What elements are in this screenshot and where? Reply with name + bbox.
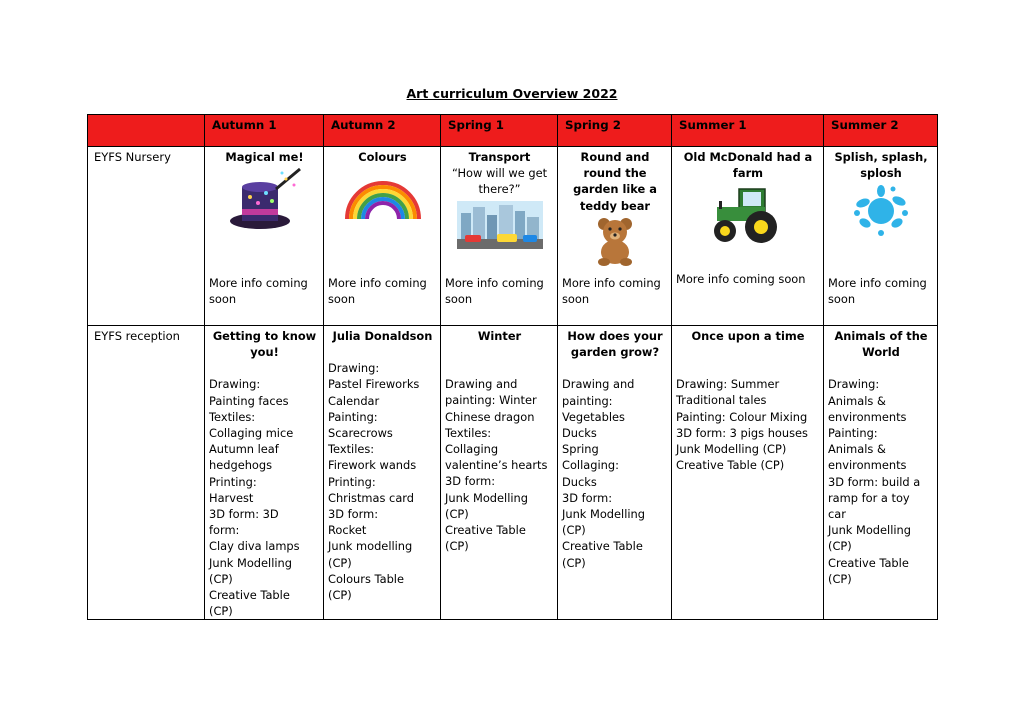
activity-line: Collaging: [562, 458, 619, 473]
activity-line: hedgehogs [209, 458, 273, 473]
activity-line: Junk modelling [328, 539, 413, 554]
topic-title: Splish, splash, splosh [834, 150, 928, 181]
more-info-text: More info coming soon [828, 276, 927, 307]
more-info-text: More info coming soon [445, 276, 544, 307]
header-row [88, 115, 938, 147]
activity-line: Drawing: [828, 377, 880, 392]
activity-line: Junk Modelling [209, 555, 292, 570]
activity-line: Calendar [328, 393, 380, 408]
activity-line: Creative Table [828, 555, 909, 570]
header-term-spring-2: Spring 2 [558, 115, 672, 147]
header-term-summer-2: Summer 2 [824, 115, 938, 147]
topic-title: Round and round the garden like a teddy bear [573, 150, 657, 213]
activity-line: Painting: Colour Mixing [676, 409, 808, 424]
activity-list [676, 376, 820, 473]
activity-line: Firework wands [328, 458, 417, 473]
activity-line: painting: [562, 393, 613, 408]
reception-cell-spring-1 [441, 326, 558, 620]
activity-line: 3D form: [445, 474, 496, 489]
header-blank-cell [88, 115, 205, 147]
activity-line: Vegetables [562, 409, 625, 424]
header-term-summer-1: Summer 1 [672, 115, 824, 147]
activity-line: (CP) [445, 506, 469, 521]
teddy-bear-icon [590, 216, 640, 266]
activity-line: Collaging mice [209, 426, 294, 441]
activity-line: Printing: [328, 474, 376, 489]
city-street-icon [457, 201, 543, 249]
activity-line: Harvest [209, 490, 254, 505]
activity-list [209, 376, 320, 619]
activity-line: Rocket [328, 523, 367, 538]
activity-line: Creative Table [445, 523, 526, 538]
activity-line: ramp for a toy [828, 490, 910, 505]
curriculum-table [87, 114, 938, 620]
activity-line: 3D form: [562, 490, 613, 505]
activity-line: Drawing: [209, 377, 261, 392]
activity-line: Chinese dragon [445, 409, 535, 424]
magic-hat-icon [220, 165, 310, 233]
reception-row [88, 326, 938, 620]
activity-line: Pastel Fireworks [328, 377, 420, 392]
row-label-nursery: EYFS Nursery [88, 147, 205, 326]
activity-line: Drawing and [562, 377, 635, 392]
more-info-text: More info coming soon [676, 272, 806, 286]
nursery-row [88, 147, 938, 326]
header-term-autumn-1: Autumn 1 [205, 115, 324, 147]
topic-title: Animals of the World [834, 329, 928, 360]
activity-line: Drawing: [328, 361, 380, 376]
activity-list [828, 376, 934, 587]
activity-line: (CP) [828, 539, 852, 554]
activity-line: 3D form: 3D [209, 507, 279, 522]
reception-cell-autumn-2 [324, 326, 441, 620]
activity-list [445, 376, 554, 554]
activity-line: (CP) [445, 539, 469, 554]
activity-line: (CP) [209, 571, 233, 586]
activity-list [562, 376, 668, 570]
activity-line: (CP) [562, 555, 586, 570]
row-label-reception: EYFS reception [88, 326, 205, 620]
nursery-cell-autumn-1 [205, 147, 324, 326]
activity-line: (CP) [562, 523, 586, 538]
activity-line: Ducks [562, 474, 597, 489]
topic-title: Winter [477, 329, 522, 343]
activity-line: Scarecrows [328, 426, 393, 441]
activity-line: Painting: [328, 409, 378, 424]
activity-line: Junk Modelling [562, 507, 645, 522]
reception-cell-spring-2 [558, 326, 672, 620]
activity-line: 3D form: 3 pigs houses [676, 425, 808, 440]
activity-line: Textiles: [445, 425, 492, 440]
header-term-spring-1: Spring 1 [441, 115, 558, 147]
topic-title: Colours [358, 150, 407, 164]
reception-cell-summer-1 [672, 326, 824, 620]
topic-title: Old McDonald had a farm [683, 150, 813, 181]
activity-line: Printing: [209, 474, 257, 489]
more-info-text: More info coming soon [562, 276, 661, 307]
topic-subtitle: “How will we get there?” [451, 166, 548, 197]
activity-line: Creative Table (CP) [676, 458, 785, 473]
nursery-cell-autumn-2 [324, 147, 441, 326]
activity-line: form: [209, 523, 240, 538]
activity-line: 3D form: build a [828, 474, 921, 489]
topic-title: How does your garden grow? [567, 329, 663, 360]
activity-line: Ducks [562, 426, 597, 441]
topic-title: Magical me! [225, 150, 304, 164]
activity-line: Junk Modelling [828, 523, 911, 538]
activity-line: Drawing and [445, 377, 518, 392]
nursery-cell-summer-1 [672, 147, 824, 326]
activity-line: Junk Modelling (CP) [676, 442, 787, 457]
activity-line: valentine’s hearts [445, 458, 548, 473]
activity-line: Junk Modelling [445, 490, 528, 505]
topic-title: Getting to know you! [212, 329, 317, 360]
activity-line: Autumn leaf [209, 442, 279, 457]
activity-line: Christmas card [328, 490, 415, 505]
nursery-cell-summer-2 [824, 147, 938, 326]
activity-line: Textiles: [209, 409, 256, 424]
tractor-icon [709, 183, 787, 245]
activity-line: Creative Table [562, 539, 643, 554]
rainbow-icon [341, 173, 425, 223]
reception-cell-autumn-1 [205, 326, 324, 620]
activity-line: Animals & [828, 393, 886, 408]
reception-cell-summer-2 [824, 326, 938, 620]
activity-line: Animals & [828, 442, 886, 457]
splash-icon [851, 183, 911, 239]
activity-line: Drawing: Summer [676, 377, 780, 392]
topic-title: Transport [468, 150, 531, 164]
activity-list [328, 360, 437, 603]
activity-line: car [828, 507, 846, 522]
more-info-text: More info coming soon [328, 276, 427, 307]
activity-line: Textiles: [328, 442, 375, 457]
activity-line: Colours Table [328, 571, 404, 586]
more-info-text: More info coming soon [209, 276, 308, 307]
activity-line: Clay diva lamps [209, 539, 300, 554]
activity-line: environments [828, 458, 907, 473]
activity-line: Spring [562, 442, 599, 457]
activity-line: Painting faces [209, 393, 289, 408]
nursery-cell-spring-1 [441, 147, 558, 326]
topic-title: Julia Donaldson [332, 329, 433, 343]
activity-line: Collaging [445, 442, 499, 457]
activity-line: painting: Winter [445, 393, 537, 408]
header-term-autumn-2: Autumn 2 [324, 115, 441, 147]
activity-line: 3D form: [328, 507, 379, 522]
activity-line: (CP) [328, 588, 352, 603]
document-title: Art curriculum Overview 2022 [406, 86, 618, 101]
activity-line: Painting: [828, 426, 878, 441]
activity-line: Traditional tales [676, 393, 767, 408]
activity-line: (CP) [209, 604, 233, 619]
nursery-cell-spring-2 [558, 147, 672, 326]
activity-line: (CP) [828, 571, 852, 586]
activity-line: environments [828, 409, 907, 424]
activity-line: (CP) [328, 555, 352, 570]
topic-title: Once upon a time [691, 329, 805, 343]
activity-line: Creative Table [209, 588, 290, 603]
